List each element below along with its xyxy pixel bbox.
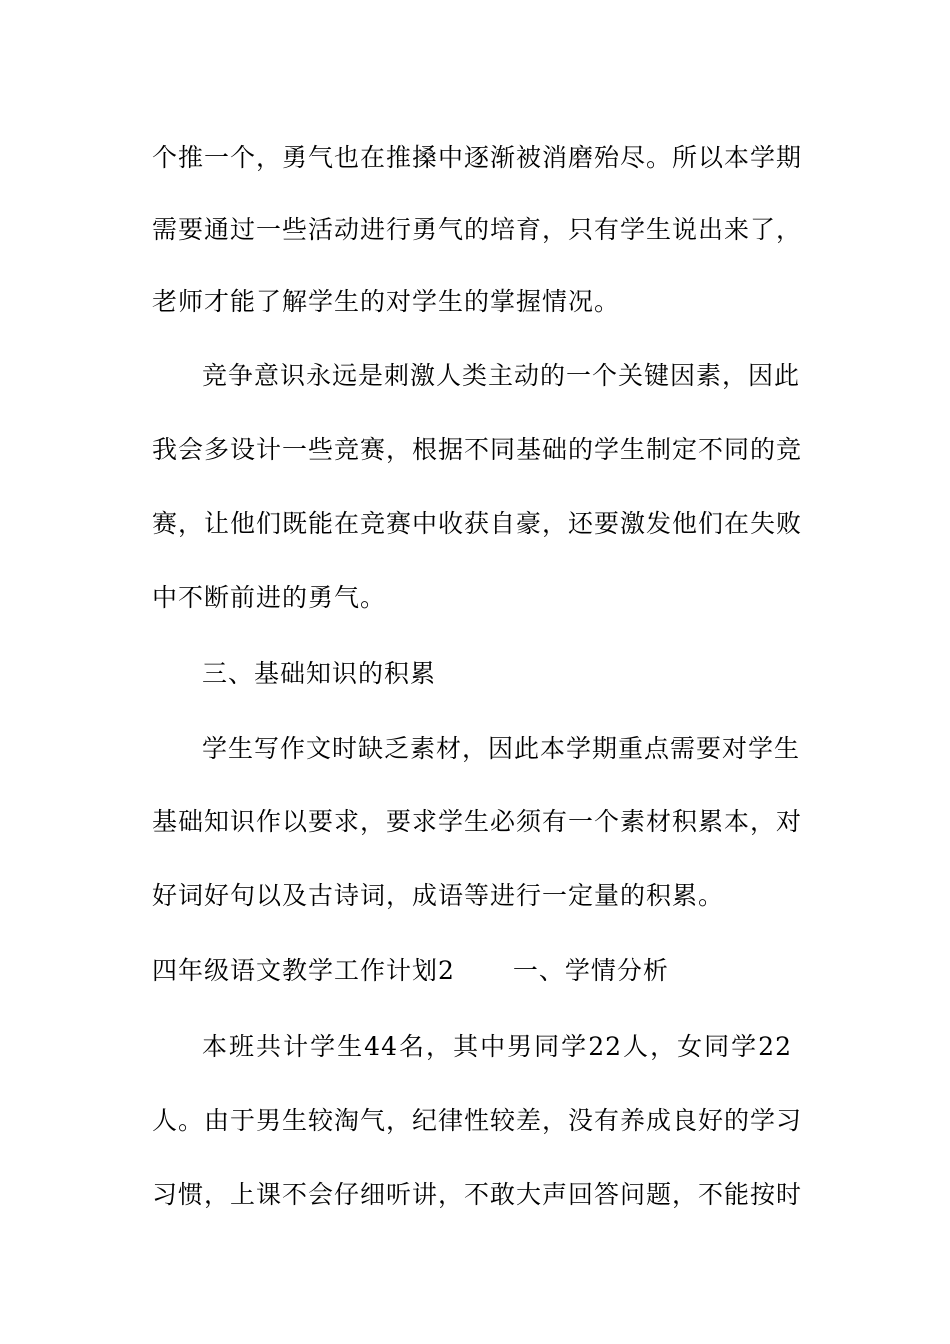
- text-line: 本班共计学生44名，其中男同学22人，女同学22: [202, 1032, 792, 1061]
- text-line: 好词好句以及古诗词，成语等进行一定量的积累。: [152, 881, 725, 910]
- section-heading: 三、基础知识的积累: [202, 659, 437, 688]
- text-line: 学生写作文时缺乏素材，因此本学期重点需要对学生: [202, 734, 801, 763]
- text-line: 我会多设计一些竞赛，根据不同基础的学生制定不同的竞: [152, 435, 803, 464]
- section-heading: 一、学情分析: [512, 956, 669, 985]
- text-line: 基础知识作以要求，要求学生必须有一个素材积累本，对: [152, 807, 803, 836]
- text-line: 个推一个，勇气也在推搡中逐渐被消磨殆尽。所以本学期: [152, 143, 803, 172]
- text-line: 人。由于男生较淘气，纪律性较差，没有养成良好的学习: [152, 1106, 803, 1135]
- document-title: 四年级语文教学工作计划2: [152, 956, 455, 985]
- text-line: 需要通过一些活动进行勇气的培育，只有学生说出来了，: [152, 215, 803, 244]
- document-title-line: [152, 951, 792, 991]
- text-line: 赛，让他们既能在竞赛中收获自豪，还要激发他们在失败: [152, 509, 803, 538]
- text-line: 中不断前进的勇气。: [152, 583, 387, 612]
- text-line: 竞争意识永远是刺激人类主动的一个关键因素，因此: [202, 361, 801, 390]
- text-line: 老师才能了解学生的对学生的掌握情况。: [152, 287, 621, 316]
- text-line: 习惯，上课不会仔细听讲，不敢大声回答问题，不能按时: [152, 1180, 803, 1209]
